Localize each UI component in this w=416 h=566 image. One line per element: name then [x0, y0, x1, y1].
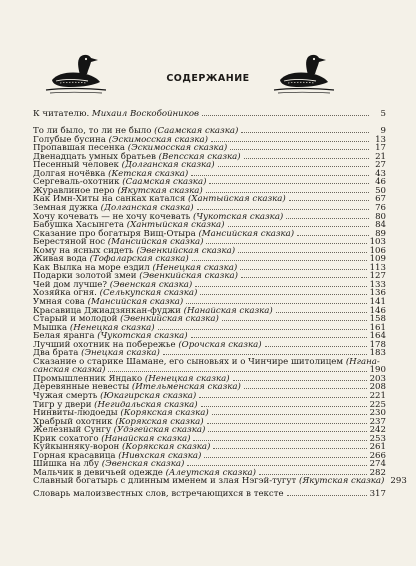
leader-dots — [211, 141, 369, 142]
toc-entry[interactable] — [33, 476, 407, 487]
entry-source: (Корякская сказка) — [120, 408, 209, 419]
page-number: 67 — [375, 194, 386, 205]
page-number: 84 — [375, 220, 386, 231]
entry-title: Сказание о старике Шамане, его сыновьях и о Чинчире шитолицем — [33, 356, 346, 367]
entry-source: (Ненецкая сказка) — [144, 373, 230, 384]
page-number: 80 — [375, 211, 386, 222]
entry-source: (Долганская сказка) — [121, 160, 215, 171]
entry-source: (Чукотская сказка) — [193, 211, 284, 222]
page-number: 317 — [369, 489, 386, 500]
entry-source: (Мансийская сказка) — [87, 296, 184, 307]
entry-source: (Тофаларская сказка) — [89, 254, 189, 265]
entry-title: Белая яранга — [33, 331, 98, 342]
leader-dots — [276, 312, 367, 313]
entry-source: (Ненецкая сказка) — [69, 322, 155, 333]
page-number: 50 — [375, 185, 386, 196]
entry-title: К читателю. — [33, 109, 92, 119]
entry-source: санская сказка) — [33, 365, 106, 376]
entry-source: (Ненецкая сказка) — [152, 262, 238, 273]
leader-dots — [244, 158, 369, 159]
entry-source: (Эскимосская сказка) — [127, 143, 228, 154]
entry-source: (Мансийская сказка) — [198, 228, 295, 239]
leader-dots — [191, 175, 369, 176]
entry-source: (Нанайская сказка) — [101, 433, 191, 444]
entry-title: Долгая ночёвка — [33, 168, 109, 179]
page-number: 127 — [369, 271, 386, 282]
entry-source: (Энецкая сказка) — [81, 348, 160, 359]
entry-source: (Орочская сказка) — [178, 339, 262, 350]
leader-dots — [238, 252, 367, 253]
leader-dots — [163, 354, 367, 355]
entry-source: (Нивхская сказка) — [118, 450, 202, 461]
leader-dots — [244, 388, 367, 389]
page-number: 109 — [369, 254, 386, 265]
entry-title: Куйкынняку-ворон — [33, 442, 123, 453]
leader-dots — [265, 346, 367, 347]
page-number: 230 — [369, 408, 386, 419]
entry-title: Чей дом лучше? — [33, 279, 110, 290]
leader-dots — [201, 406, 367, 407]
entry-source: (Саамская сказка) — [122, 177, 207, 188]
page-number: 141 — [369, 296, 386, 307]
entry-source: (Кетская сказка) — [108, 168, 189, 179]
entry-title: То ли было, то ли не было — [33, 126, 155, 137]
entry-title: Журавлиное перо — [33, 185, 118, 196]
entry-title: Мальчик в девичьей одежде — [33, 467, 166, 478]
entry-title: Умная сова — [33, 296, 88, 307]
page-number: 282 — [369, 467, 386, 478]
entry-title: Сказание про богатыря Вищ-Отыра — [33, 228, 199, 239]
entry-title: Как Вылка на море ездил — [33, 262, 153, 273]
page-number: 274 — [369, 459, 386, 470]
entry-title: Чужая смерть — [33, 391, 101, 401]
page-number: 164 — [369, 331, 386, 342]
leader-dots — [199, 397, 366, 398]
entry-source: (Удэгейская сказка) — [113, 425, 206, 436]
page-number: 266 — [369, 450, 386, 461]
page-number: 89 — [375, 228, 386, 239]
entry-title: Кому на ясных сидеть — [33, 245, 137, 256]
entry-source: (Вепсская сказка) — [158, 151, 241, 162]
page-number: 136 — [369, 288, 386, 299]
leader-dots — [297, 235, 369, 236]
leader-dots — [206, 243, 366, 244]
entry-source: (Долганская сказка) — [100, 202, 194, 213]
leader-dots — [158, 329, 367, 330]
entry-title: Пропавшая песенка — [33, 143, 128, 154]
entry-source: (Хантыйская сказка) — [126, 220, 225, 231]
page-number: 208 — [369, 382, 386, 393]
table-of-contents — [33, 109, 407, 500]
leader-dots — [204, 457, 366, 458]
entry-title: Подарки золотой змеи — [33, 271, 140, 282]
page-number: 76 — [375, 202, 386, 213]
entry-title: Хочу кочевать — не хочу кочевать — [33, 211, 193, 222]
page-number: 5 — [380, 109, 386, 119]
entry-title: Как Имн-Хиты на санках катался — [33, 194, 188, 205]
entry-title: Словарь малоизвестных слов, встречающихся в тексте — [33, 489, 284, 500]
page-number: 293 — [390, 476, 407, 487]
entry-title: Железный Сунгу — [33, 425, 114, 436]
entry-title: Старый и молодой — [33, 314, 121, 325]
page-number: 46 — [375, 177, 386, 188]
leader-dots — [108, 371, 366, 372]
entry-author: Михаил Воскобойников — [91, 109, 200, 119]
entry-source: (Эскимосская сказка) — [108, 134, 208, 145]
entry-source: (Чукотская сказка) — [97, 331, 188, 342]
page-number: 133 — [369, 279, 386, 290]
toc-glossary-entry[interactable] — [33, 490, 386, 499]
leader-dots — [207, 423, 367, 424]
leader-dots — [218, 166, 369, 167]
entry-source: (Эвенкийская сказка) — [120, 314, 219, 325]
entry-source: (Ительменская сказка) — [131, 382, 241, 393]
entry-title: Храбрый охотник — [33, 416, 116, 427]
leader-dots — [186, 303, 366, 304]
entry-title: Хозяйка огня. — [33, 288, 100, 299]
leader-dots — [241, 132, 369, 133]
page-number: 253 — [369, 433, 386, 444]
page-number: 27 — [375, 160, 386, 171]
entry-source: (Нанайская сказка) — [183, 305, 273, 316]
entry-title: Тигр у двери — [33, 399, 95, 410]
page-number: 13 — [375, 134, 386, 145]
entry-title: Славный богатырь с длинным именем и злая Нэгэй-тугут — [33, 476, 299, 487]
page-number: 21 — [375, 151, 386, 162]
entry-title: Двенадцать умных братьев — [33, 151, 159, 162]
leader-dots — [240, 269, 366, 270]
entry-title: Деревянные невесты — [33, 382, 132, 393]
entry-title: Промышленник Яндако — [33, 373, 145, 384]
leader-dots — [287, 495, 367, 496]
page-number: 106 — [369, 245, 386, 256]
leader-dots — [241, 277, 367, 278]
entry-source: (Селькупская сказка) — [99, 288, 198, 299]
entry-source: (Нгана- — [345, 356, 380, 367]
entry-title: Шишка на лбу — [33, 459, 102, 470]
leader-dots — [195, 286, 366, 287]
page-number: 183 — [369, 348, 386, 359]
page-number: 242 — [369, 425, 386, 436]
leader-dots — [228, 226, 369, 227]
entry-title: Крик сохатого — [33, 433, 102, 444]
entry-source: (Эвенская сказка) — [109, 279, 193, 290]
page-number: 237 — [369, 416, 386, 427]
page-number: 221 — [369, 391, 386, 401]
page-number: 161 — [369, 322, 386, 333]
leader-dots — [233, 380, 367, 381]
leader-dots — [286, 218, 369, 219]
entry-title: Лучший охотник на побережье — [33, 339, 179, 350]
entry-title: Бабушка Хасынгета — [33, 220, 127, 231]
entry-source: (Эвенкийская сказка) — [139, 271, 238, 282]
leader-dots — [206, 192, 369, 193]
toc-intro-entry[interactable] — [33, 110, 386, 119]
entry-source: (Корякская сказка) — [115, 416, 204, 427]
leader-dots — [222, 320, 367, 321]
entry-title: Сергеваль-охотник — [33, 177, 123, 188]
entry-title: Живая вода — [33, 254, 90, 265]
page-number: 203 — [369, 373, 386, 384]
leader-dots — [197, 209, 369, 210]
leader-dots — [187, 465, 366, 466]
page-number: 146 — [369, 305, 386, 316]
page-number: 225 — [369, 399, 386, 410]
leader-dots — [200, 294, 366, 295]
leader-dots — [213, 448, 366, 449]
entry-title: Голубые бусина — [33, 134, 109, 145]
leader-dots — [202, 115, 369, 116]
entry-source: (Негидальская сказка) — [94, 399, 198, 410]
page-number: 43 — [375, 168, 386, 179]
page-number: 9 — [380, 126, 386, 137]
leader-dots — [209, 183, 369, 184]
entry-title: Горная красавица — [33, 450, 119, 461]
page-number: 261 — [369, 442, 386, 453]
entry-title: Красавица Джиадзянкан-фуджи — [33, 305, 184, 316]
leader-dots — [230, 149, 369, 150]
page-title: СОДЕРЖАНИЕ — [166, 73, 250, 84]
entry-source: (Якутская сказка) — [117, 185, 203, 196]
entry-source: (Мансийская сказка) — [107, 237, 204, 248]
entry-source: (Эвенкийская сказка) — [136, 245, 236, 256]
toc-entries — [33, 127, 386, 358]
entry-source: (Саамская сказка) — [154, 126, 239, 137]
entry-source: (Хантыйская сказка) — [187, 194, 286, 205]
entry-source: (Юкагирская сказка) — [100, 391, 197, 401]
leader-dots — [208, 431, 366, 432]
entry-source: (Алеутская сказка) — [165, 467, 256, 478]
leader-dots — [192, 260, 367, 261]
page-number: 178 — [369, 339, 386, 350]
leader-dots — [259, 474, 367, 475]
entry-source: (Якутская сказка) — [298, 476, 385, 487]
toc-entries-2 — [33, 373, 407, 487]
page-number: 103 — [369, 237, 386, 248]
page-number: 113 — [369, 262, 386, 273]
page-number: 17 — [375, 143, 386, 154]
entry-title: Земная дужка — [33, 202, 101, 213]
leader-dots — [191, 337, 367, 338]
leader-dots — [212, 414, 367, 415]
entry-title: Два брата — [33, 348, 82, 359]
entry-title: Берестяной нос — [33, 237, 108, 248]
entry-title: Мышка — [33, 322, 70, 333]
entry-title: Нинвиты-людоеды — [33, 408, 121, 419]
page-number: 190 — [369, 365, 386, 376]
page-number: 158 — [369, 314, 386, 325]
entry-source: (Эвенская сказка) — [101, 459, 185, 470]
entry-source: (Корякская сказка) — [122, 442, 211, 453]
entry-title: Песенный человек — [33, 160, 122, 171]
leader-dots — [289, 200, 369, 201]
leader-dots — [193, 440, 366, 441]
